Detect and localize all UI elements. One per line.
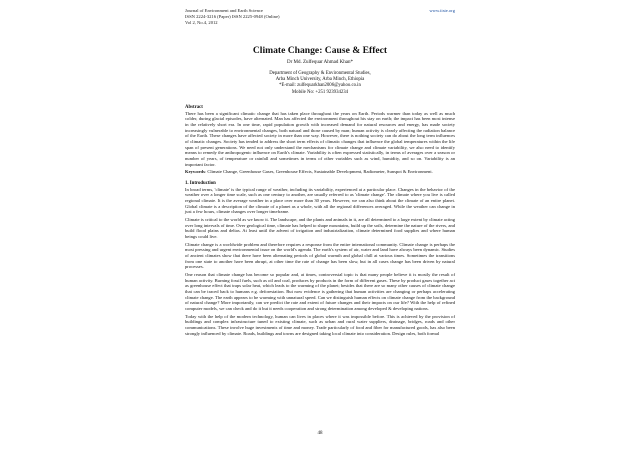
intro-paragraph-1: In broad terms, 'climate' is the typical range of weather, including its variability, experienced at a particular place. Changes in the behavior of the weather over a longer time scale, such as one century to another, are usually referred to as 'climate change'. The climate where you live is called regional climate. It is the average weather in a place over more than 30 years. However, we can also think about the climate of an entire planet. Global climate is a description of the climate of a planet as a whole, with all the regional differences averaged. While the weather can change in just a few hours, climate changes over longer timeframe.	[185, 186, 455, 215]
journal-issn: ISSN 2224-3216 (Paper) ISSN 2225-0948 (Online)	[185, 13, 280, 19]
intro-paragraph-4: One reason that climate change has become so popular and, at times, controversial topic is that many people believe it is mostly the result of human activity. Burning fossil fuels, such as oil and coal, produces by products in the form of different gases. These by product gases together act as greenhouse effect that traps solar heat, which leads to the warming of the planet; besides that there are so many other causes of climate change that can be traced back to humans e.g. deforestation. But now evidence is gathering that human activities are changing or perhaps accelerating climate change. The earth appears to be warming with unnatural speed. Can we distinguish human effects on climate change from the background of natural change? More importantly, can we predict the rate and extent of future changes and their impacts on our life? With the help of refined computer models, we can check and do it but it needs cooperation and strong determination among developed & developing nations.	[185, 272, 455, 311]
affiliation-university: Arba Minch University, Arba Minch, Ethiopia	[275, 77, 365, 83]
page-number: 48	[317, 431, 323, 436]
keywords-text: : Climate Change, Greenhouse Gases, Greenhouse Effects, Sustainable Development, Radiometer, Sunspot & Environment.	[204, 169, 433, 175]
author-affiliation	[0, 71, 640, 96]
paper-title: Climate Change: Cause & Effect	[252, 45, 388, 56]
journal-volume: Vol 2, No.4, 2012	[185, 19, 218, 25]
affiliation-department: Department of Geography & Environmental Studies,	[269, 71, 371, 76]
affiliation-mobile: Mobile No: +251 923934234	[291, 89, 349, 95]
paper-body	[185, 105, 455, 338]
affiliation-email: *E-mail: zulfequarkhan2006@yahoo.co.in	[279, 83, 361, 89]
journal-header	[185, 8, 455, 25]
intro-paragraph-3: Climate change is a worldwide problem and therefore requires a response from the entire international community. Climate change is perhaps the most pressing and urgent environmental issue on the world's agenda. The earth's system of air, water and land have always been dynamic. Studies of ancient climates show that there have been alternating periods of global warmth and global chill at various times. Sometimes the transitions from one state to another have been abrupt, at other time the rate of change has been slow, but in all cases change has been driven by natural processes.	[185, 241, 455, 270]
intro-paragraph-5: Today with the help of the modern technology, human can lives in places where it was impossible before. This is achieved by the provision of buildings and complex infrastructure tuned to existing climate, such as urban and rural water suppliers, drainage, bridges, roads and other communications. These involve huge investments of time and money. Trade particularly of food and fiber for manufactured goods, has also been strongly influenced by climate. Roads, buildings and towns are designed taking local climate into consideration. Design rules, both formal	[185, 313, 455, 336]
keywords	[185, 169, 455, 175]
intro-paragraph-2: Climate is critical to the world as we know it. The landscape, and the plants and animals in it, are all determined to a large extent by climate acting over long intervals of time. Over geological time, climate has helped to shape mountains, build up the soils, determine the nature of the rivers, and build flood plains and deltas. At least until the advent of irrigation and industrialization, climate determined food supplies and where human beings could live.	[185, 217, 455, 240]
journal-url[interactable]: www.iiste.org	[429, 8, 455, 13]
keywords-label: Keywords	[185, 169, 205, 175]
abstract-text: There has been a significant climatic change that has taken place throughout the years on Earth. Periods warmer than today as well as much colder, during glacial episodes, have alternated. Man has affected the environment throughout his stay on earth; the impact has been most intense in the relatively short era. In one time, rapid population growth with increased demand for natural resources and energy, has made society increasingly vulnerable to environmental changes, both natural and those caused by man; human activity is clearly affecting the radiation balance of the Earth. These changes have affected society in more than one way. However, there is nothing society can do about the long term influences of climatic changes. Society has tended to address the short term effects of climatic changes that influence the global temperatures within the life span of present generations. We need not only understand the mechanisms for climate change and climate variability, we also need to identify means to remedy the anthropogenic influence on Earth's climate. Variability is often expressed statistically, in terms of averages over a season or number of years, of temperature or rainfall and sometimes in terms of other variables such as wind, humidity, and so on. Variability is an important factor.	[185, 110, 455, 167]
journal-name: Journal of Environment and Earth Science	[185, 8, 263, 13]
introduction-heading: 1. Introduction	[185, 181, 216, 187]
abstract-heading: Abstract	[185, 105, 203, 110]
paper-author: Dr Md. Zulfequar Ahmad Khan*	[287, 60, 353, 65]
